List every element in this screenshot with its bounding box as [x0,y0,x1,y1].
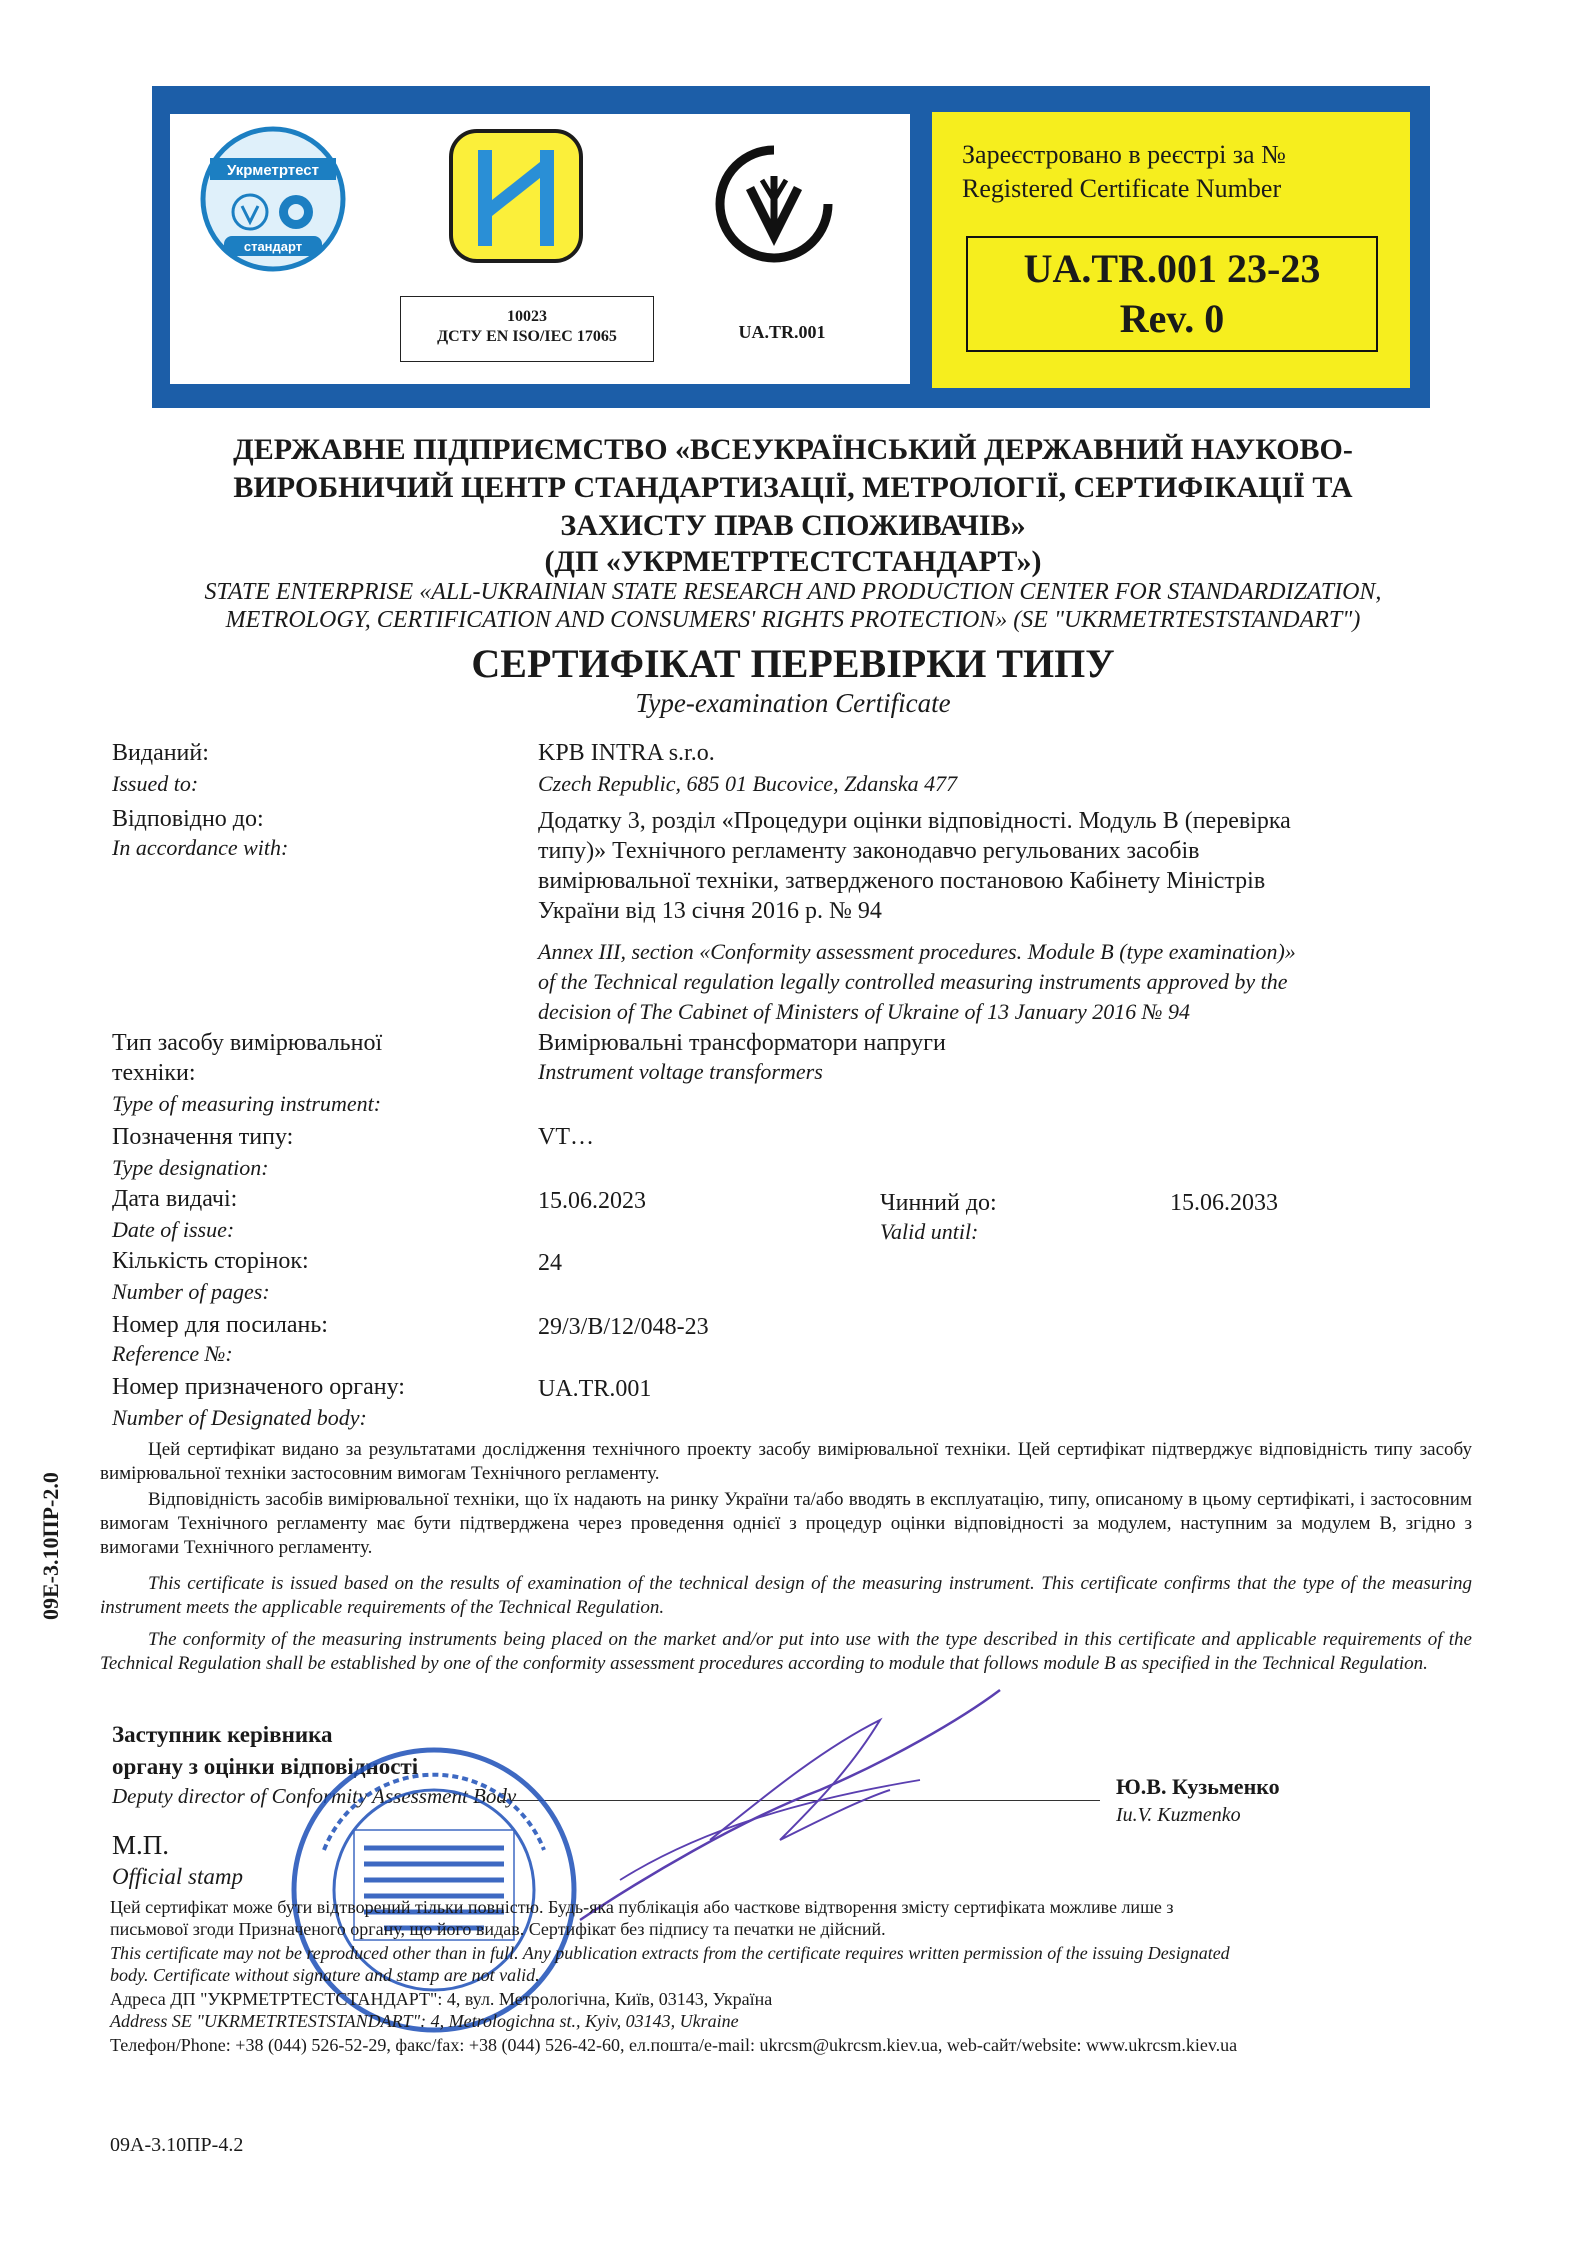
accordance-label-en: In accordance with: [112,835,289,860]
type-label-en: Type of measuring instrument: [112,1091,382,1116]
body-label-ua: Номер призначеного органу: [112,1374,405,1400]
stamp-label-en: Official stamp [112,1864,243,1889]
stamp-label-ua: М.П. [112,1830,170,1860]
logo-top-text: Укрметртест [227,162,319,179]
issued-address: Czech Republic, 685 01 Bucovice, Zdanska 477 [538,771,958,796]
accordance-value-en-2: of the Technical regulation legally controlled measuring instruments approved by the [538,969,1288,994]
type-label-ua-1: Тип засобу вимірювальної [112,1030,383,1056]
accordance-label-ua: Відповідно до: [112,806,264,832]
logo-bottom-text: стандарт [243,239,303,254]
accordance-value-en-3: decision of The Cabinet of Ministers of Ukraine of 13 January 2016 № 94 [538,999,1190,1024]
issued-label-ua: Виданий: [112,740,209,766]
org-name-en-2: METROLOGY, CERTIFICATION AND CONSUMERS' RIGHTS PROTECTION» (SE "UKRMETRTESTSTANDART") [225,607,1361,633]
paragraph-en-2: The conformity of the measuring instruments being placed on the market and/or put into use with the type described in this certificate and applicable requirements of the Technical Regulation shall be established by one of the conformity assessment procedures according to module that follows module B as specified in the Technical Regulation. [100,1629,1472,1674]
accordance-value-2: типу)» Технічного регламенту законодавчо регульованих засобів [538,838,1200,864]
designation-label-ua: Позначення типу: [112,1124,294,1150]
org-short-name: (ДП «УКРМЕТРТЕСТСТАНДАРТ») [544,545,1042,578]
designated-body-code: UA.TR.001 [738,322,826,342]
certificate-title: СЕРТИФІКАТ ПЕРЕВІРКИ ТИПУ [471,641,1115,686]
issued-label-en: Issued to: [112,771,199,796]
certificate-subtitle: Type-examination Certificate [635,688,951,718]
org-name-ua-3: ЗАХИСТУ ПРАВ СПОЖИВАЧІВ» [560,509,1026,542]
registration-number-box [966,236,1378,352]
valid-until-label-ua: Чинний до: [880,1190,997,1216]
footer-address-ua: Адреса ДП "УКРМЕТРТЕСТСТАНДАРТ": 4, вул. Метрологічна, Київ, 03143, Україна [110,1989,773,2009]
paragraph-ua-2: Відповідність засобів вимірювальної техніки, що їх надають на ринку України та/або вводять в експлуатацію, типу, описаному в цьому сертифікаті, і застосовним вимогам Технічного регламенту має бути підтверджена через проведення однієї з процедур оцінки відповідності за модулем, наступним за модулем В, згідно з вимогами Технічного регламенту. [100,1489,1472,1558]
valid-until-value: 15.06.2033 [1170,1190,1278,1216]
reference-value: 29/3/B/12/048-23 [538,1314,709,1340]
type-value: Вимірювальні трансформатори напруги [538,1030,946,1056]
footer-contacts: Телефон/Phone: +38 (044) 526-52-29, факс/fax: +38 (044) 526-42-60, ел.пошта/e-mail: ukrcsm@ukrcsm.kiev.ua, web-сайт/website: www.ukrcsm.kiev.ua [110,2035,1238,2055]
bottom-document-code: 09А-3.10ПР-4.2 [110,2134,244,2156]
org-name-en-1: STATE ENTERPRISE «ALL-UKRAINIAN STATE RESEARCH AND PRODUCTION CENTER FOR STANDARDIZATION, [204,579,1382,605]
ua-metrology-mark-icon [448,128,584,264]
accordance-value-4: України від 13 січня 2016 р. № 94 [538,898,882,924]
reference-label-en: Reference №: [112,1341,233,1366]
signer-name-en: Iu.V. Kuzmenko [1116,1804,1241,1826]
pages-label-en: Number of pages: [112,1279,270,1304]
type-value-en: Instrument voltage transformers [538,1059,823,1084]
ukrmetrtest-logo [198,124,348,274]
issue-date-label-ua: Дата видачі: [112,1186,238,1212]
pages-value: 24 [538,1250,562,1276]
body-value: UA.TR.001 [538,1376,652,1402]
registration-number: UA.TR.001 23-23 [1023,246,1321,291]
valid-until-label-en: Valid until: [880,1219,979,1244]
pages-label-ua: Кількість сторінок: [112,1248,309,1274]
registration-label-ua: Зареєстровано в реєстрі за № [962,140,1286,169]
paragraph-ua-1: Цей сертифікат видано за результатами дослідження технічного проекту засобу вимірювальної техніки. Цей сертифікат підтверджує відповідність типу засобу вимірювальної техніки застосовним вимогам Технічного регламенту. [100,1439,1472,1484]
registration-label-en: Registered Certificate Number [962,174,1282,203]
org-name-ua-1: ДЕРЖАВНЕ ПІДПРИЄМСТВО «ВСЕУКРАЇНСЬКИЙ ДЕРЖАВНИЙ НАУКОВО- [233,433,1353,466]
side-document-code: 09Е-3.10ПР-2.0 [38,1472,63,1620]
signer-role-en: Deputy director of Conformity Assessment Body [112,1784,517,1808]
accreditation-standard: ДСТУ EN ISO/IEC 17065 [437,328,617,345]
designation-label-en: Type designation: [112,1155,269,1180]
accordance-value-1: Додатку 3, розділ «Процедури оцінки відповідності. Модуль В (перевірка [538,808,1291,834]
signer-role-ua-1: Заступник керівника [112,1722,333,1747]
footer-en-1: This certificate may not be reproduced other than in full. Any publication extracts from the certificate requires written permission of the issuing Designated [110,1943,1230,1963]
footer-en-2: body. Certificate without signature and stamp are not valid. [110,1965,540,1985]
conformity-mark-icon [710,140,838,268]
signer-role-ua-2: органу з оцінки відповідності [112,1754,419,1779]
accreditation-code: 10023 [507,308,547,325]
accordance-value-en-1: Annex III, section «Conformity assessment procedures. Module B (type examination)» [538,939,1296,964]
footer-address-en: Address SE "UKRMETRTESTSTANDART": 4, Metrologichna st., Kyiv, 03143, Ukraine [110,2011,739,2031]
designation-value: VT… [538,1124,594,1150]
registration-revision: Rev. 0 [1119,296,1225,341]
footer-ua-2: письмової згоди Призначеного органу, що його видав. Сертифікат без підпису та печатки не дійсний. [110,1919,886,1939]
reference-label-ua: Номер для посилань: [112,1312,328,1338]
issued-value: KPB INTRA s.r.o. [538,740,715,766]
issue-date-label-en: Date of issue: [112,1217,235,1242]
accordance-value-3: вимірювальної техніки, затвердженого постановою Кабінету Міністрів [538,868,1266,894]
footer-ua-1: Цей сертифікат може бути відтворений тільки повністю. Будь-яка публікація або часткове відтворення змісту сертифіката можливе лише з [110,1897,1174,1917]
accreditation-box [400,296,654,362]
type-label-ua-2: техніки: [112,1060,196,1086]
signer-name-ua: Ю.В. Кузьменко [1116,1774,1280,1799]
org-name-ua-2: ВИРОБНИЧИЙ ЦЕНТР СТАНДАРТИЗАЦІЇ, МЕТРОЛОГІЇ, СЕРТИФІКАЦІЇ ТА [233,471,1353,504]
paragraph-en-1: This certificate is issued based on the results of examination of the technical design of the measuring instrument. This certificate confirms that the type of the measuring instrument meets the applicable requirements of the Technical Regulation. [100,1573,1472,1618]
body-label-en: Number of Designated body: [112,1405,367,1430]
issue-date-value: 15.06.2023 [538,1188,646,1214]
